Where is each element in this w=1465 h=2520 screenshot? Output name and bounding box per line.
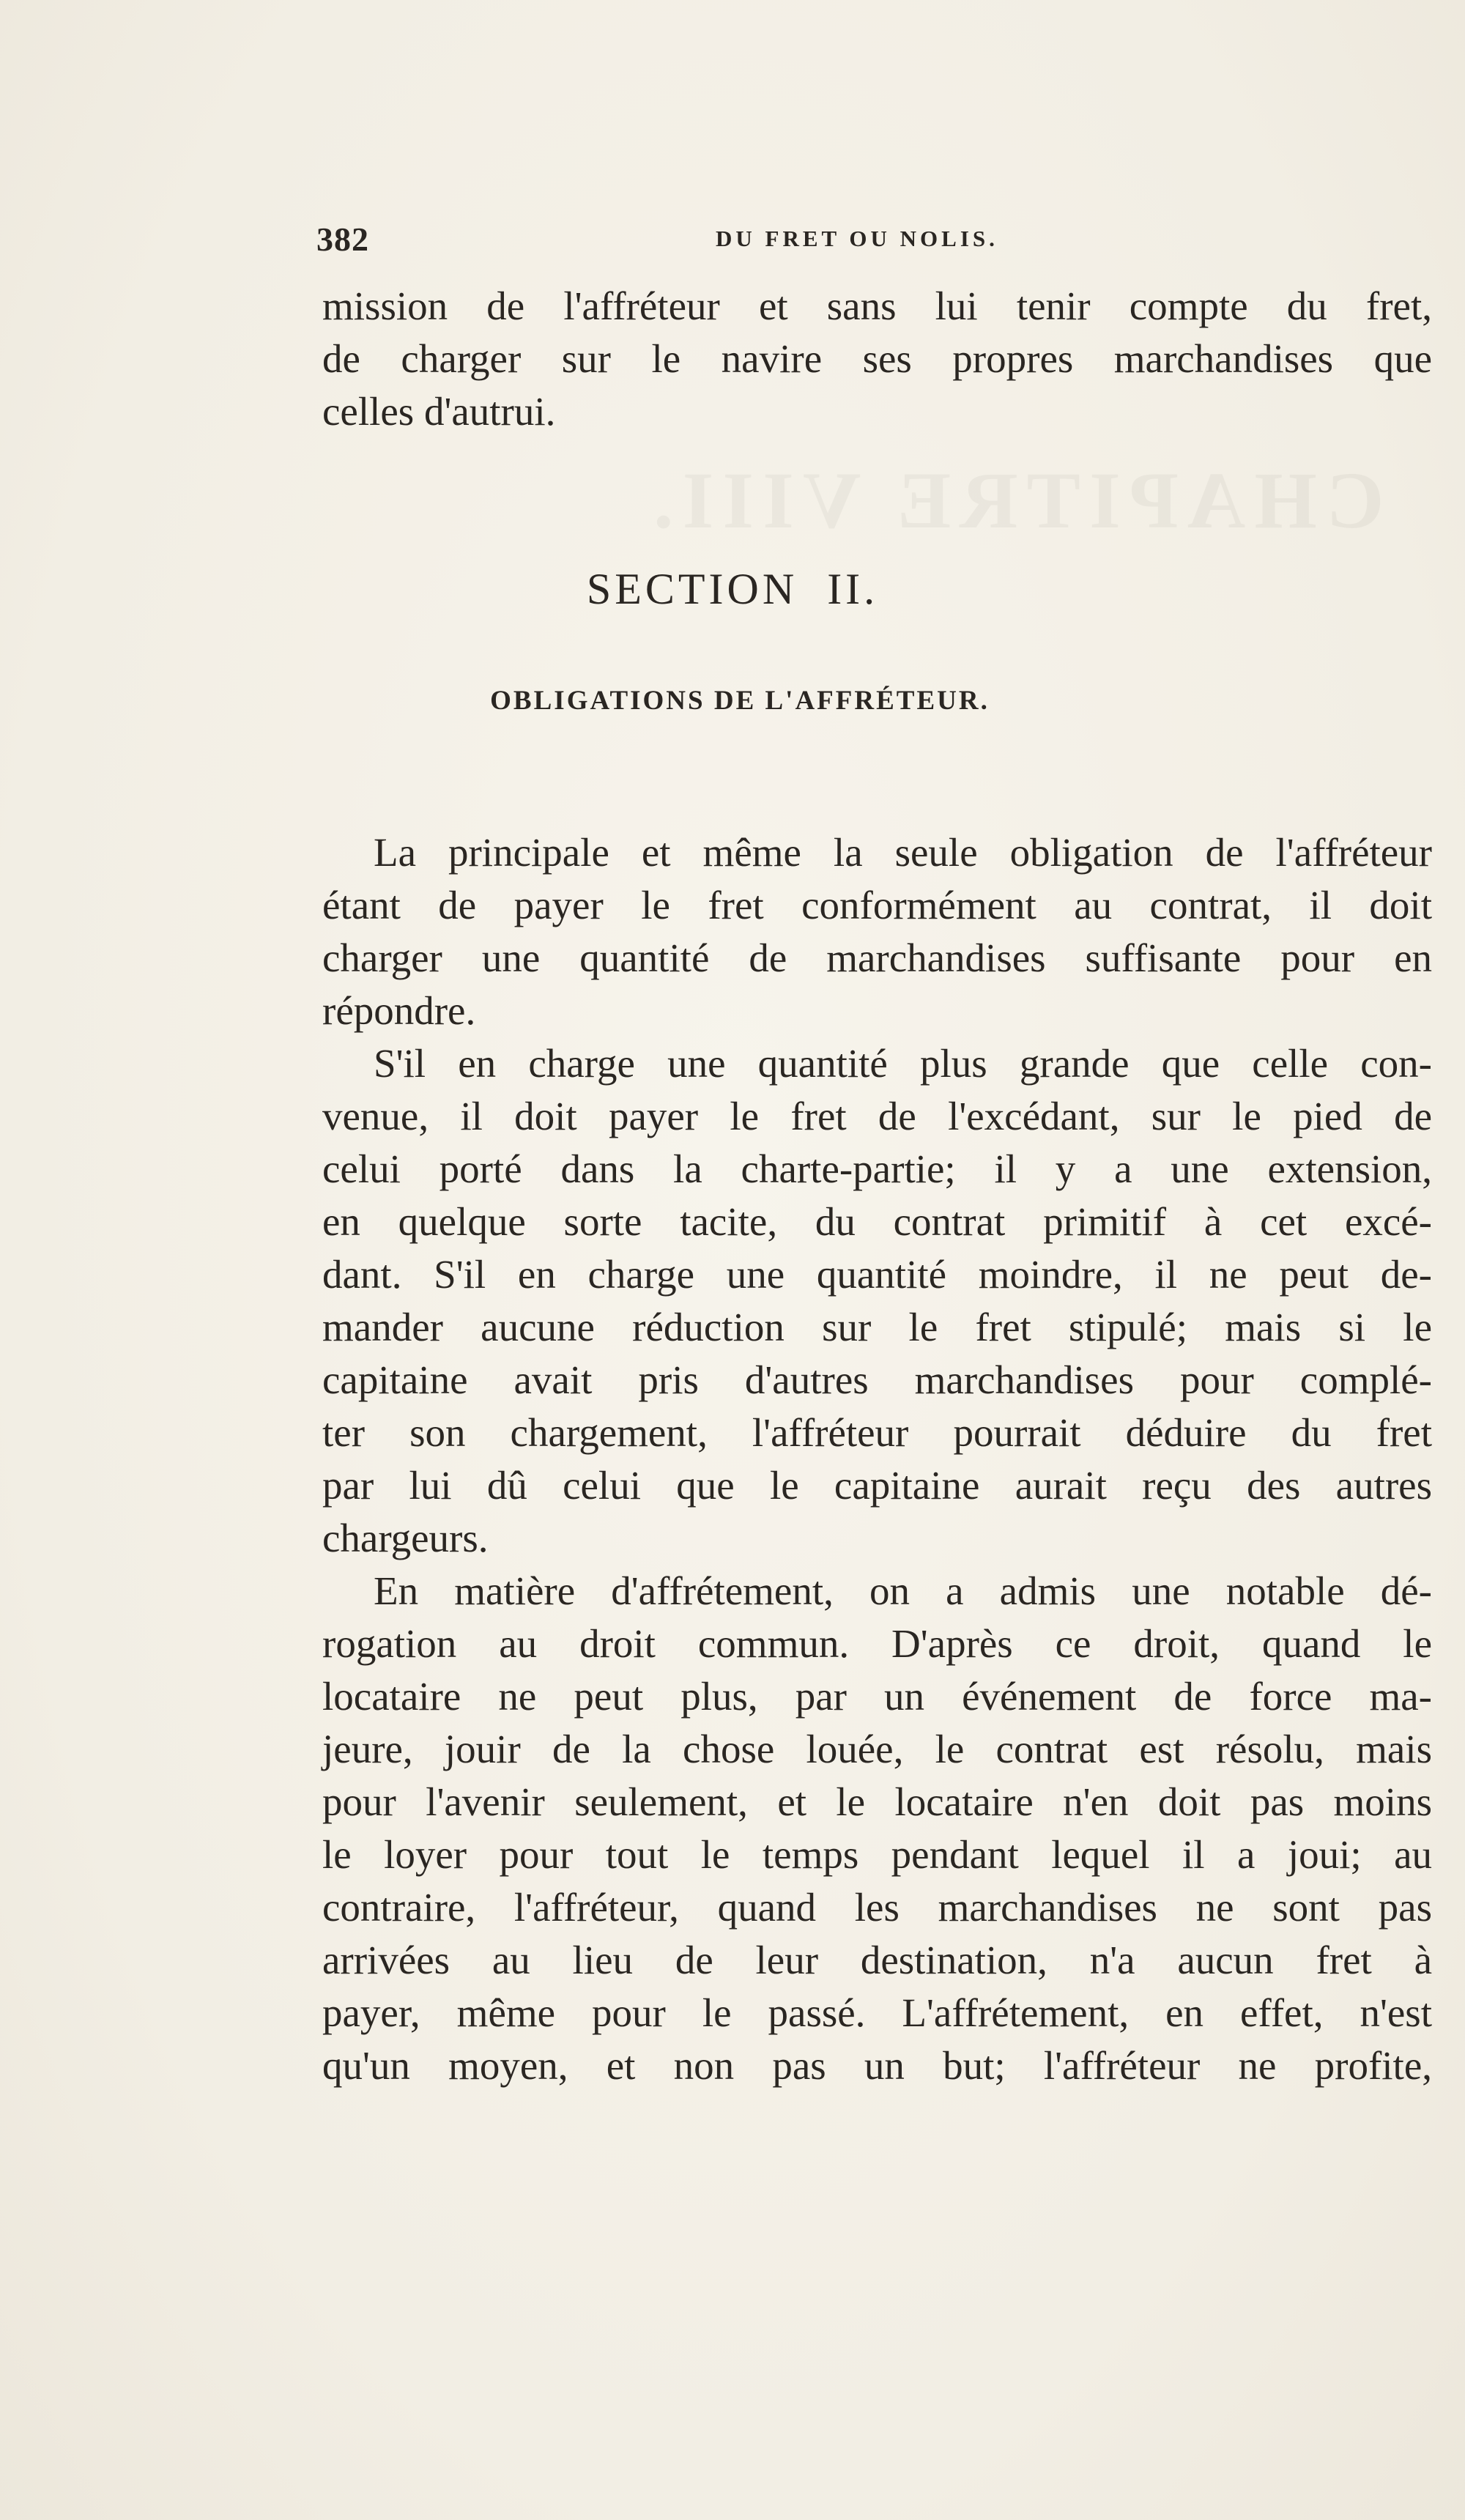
section-heading-number: II. (827, 565, 879, 613)
text-line: rogation au droit commun. D'après ce droit, quand le (322, 1621, 1432, 1666)
text-line: ter son chargement, l'affréteur pourrait déduire du fret (322, 1410, 1432, 1455)
section-heading (0, 564, 1465, 615)
text-line: arrivées au lieu de leur destination, n'a aucun fret à (322, 1938, 1432, 1982)
text-line: locataire ne peut plus, par un événement de force ma- (322, 1674, 1432, 1719)
text-line: celui porté dans la charte-partie; il y a une extension, (322, 1146, 1432, 1191)
text-line: La principale et même la seule obligation de l'affréteur (374, 830, 1432, 875)
section-body (322, 826, 1432, 2092)
text-line: payer, même pour le passé. L'affrétement, en effet, n'est (322, 1990, 1432, 2035)
text-line: dant. S'il en charge une quantité moindre, il ne peut de- (322, 1252, 1432, 1297)
text-line: contraire, l'affréteur, quand les marchandises ne sont pas (322, 1885, 1432, 1930)
running-title: DU FRET OU NOLIS. (716, 226, 998, 251)
running-header (316, 220, 1423, 264)
text-line: chargeurs. (322, 1516, 489, 1560)
text-line: en quelque sorte tacite, du contrat primitif à cet excé- (322, 1199, 1432, 1244)
section-heading-word: SECTION (586, 565, 798, 613)
bleed-through-shadow (645, 454, 1384, 547)
text-line: capitaine avait pris d'autres marchandises pour complé- (322, 1357, 1432, 1402)
text-line: étant de payer le fret conformément au contrat, il doit (322, 883, 1432, 927)
text-line: En matière d'affrétement, on a admis une notable dé- (374, 1568, 1432, 1613)
text-line: qu'un moyen, et non pas un but; l'affréteur ne profite, (322, 2043, 1432, 2088)
text-line: le loyer pour tout le temps pendant lequel il a joui; au (322, 1832, 1432, 1877)
text-line: mander aucune réduction sur le fret stipulé; mais si le (322, 1305, 1432, 1349)
text-line: par lui dû celui que le capitaine aurait reçu des autres (322, 1463, 1432, 1508)
text-line: celles d'autrui. (322, 389, 556, 434)
text-line: jeure, jouir de la chose louée, le contrat est résolu, mais (322, 1727, 1432, 1771)
text-line: pour l'avenir seulement, et le locataire n'en doit pas moins (322, 1779, 1432, 1824)
text-line: mission de l'affréteur et sans lui tenir compte du fret, (322, 284, 1432, 328)
section-subheading: OBLIGATIONS DE L'AFFRÉTEUR. (490, 686, 990, 716)
text-line: S'il en charge une quantité plus grande que celle con- (374, 1041, 1432, 1086)
page-number: 382 (316, 220, 369, 258)
text-line: charger une quantité de marchandises suffisante pour en (322, 935, 1432, 980)
continuation-paragraph (322, 280, 1432, 438)
text-line: venue, il doit payer le fret de l'excédant, sur le pied de (322, 1094, 1432, 1138)
text-line: de charger sur le navire ses propres marchandises que (322, 336, 1432, 381)
text-line: répondre. (322, 988, 476, 1033)
